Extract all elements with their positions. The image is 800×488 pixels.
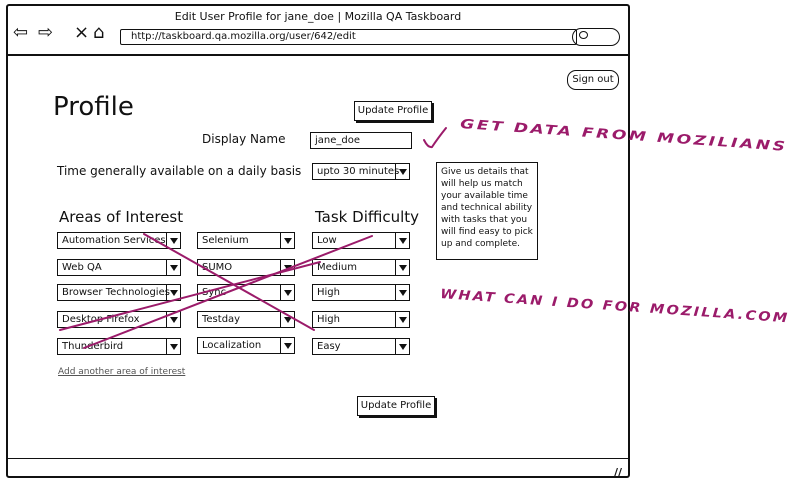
update-profile-button-bottom[interactable]: Update Profile	[357, 396, 435, 416]
annotation-note-1: GET DATA FROM MOZILIANS	[459, 117, 711, 150]
annotation-note-2: WHAT CAN I DO FOR MOZILLA.COM	[439, 287, 755, 324]
sub-area-value: Localization	[202, 340, 262, 351]
home-icon[interactable]: ⌂	[93, 22, 105, 43]
difficulty-value: High	[317, 314, 340, 325]
page-title: Profile	[53, 92, 134, 122]
sign-out-button[interactable]: Sign out	[567, 70, 619, 90]
forward-icon[interactable]: ⇨	[38, 22, 54, 43]
area-value: Thunderbird	[62, 341, 124, 352]
display-name-field[interactable]: jane_doe	[310, 132, 412, 149]
difficulty-value: Low	[317, 235, 337, 246]
add-area-link[interactable]: Add another area of interest	[58, 367, 186, 377]
close-icon[interactable]: ×	[74, 22, 90, 43]
sub-area-value: Selenium	[202, 235, 249, 246]
sub-area-value: SUMO	[202, 262, 233, 273]
address-bar[interactable]: http://taskboard.qa.mozilla.org/user/642/edit	[120, 29, 577, 45]
availability-value: upto 30 minutes	[317, 166, 400, 177]
update-profile-button-top[interactable]: Update Profile	[354, 101, 432, 121]
help-panel: Give us details that will help us match your available time and technical ability with tasks that you will find easy to pick up and complete.	[436, 162, 538, 260]
area-value: Browser Technologies	[62, 287, 170, 298]
areas-of-interest-heading: Areas of Interest	[59, 208, 184, 226]
area-value: Desktop Firefox	[62, 314, 140, 325]
sub-area-value: Testday	[202, 314, 241, 325]
area-value: Web QA	[62, 262, 102, 273]
annotation-check-mark	[424, 128, 446, 147]
difficulty-value: High	[317, 287, 340, 298]
difficulty-value: Medium	[317, 262, 357, 273]
resize-grip-icon[interactable]: //	[614, 466, 623, 479]
back-icon[interactable]: ⇦	[13, 22, 29, 43]
difficulty-value: Easy	[317, 341, 341, 352]
availability-label: Time generally available on a daily basis	[57, 164, 302, 178]
annotation-strike	[60, 262, 320, 330]
annotation-strike	[84, 236, 372, 348]
task-difficulty-heading: Task Difficulty	[315, 208, 420, 226]
window-title: Edit User Profile for jane_doe | Mozilla QA Taskboard	[174, 10, 462, 23]
area-value: Automation Services	[62, 235, 166, 246]
display-name-label: Display Name	[202, 132, 286, 146]
sub-area-value: Sync	[202, 287, 227, 298]
